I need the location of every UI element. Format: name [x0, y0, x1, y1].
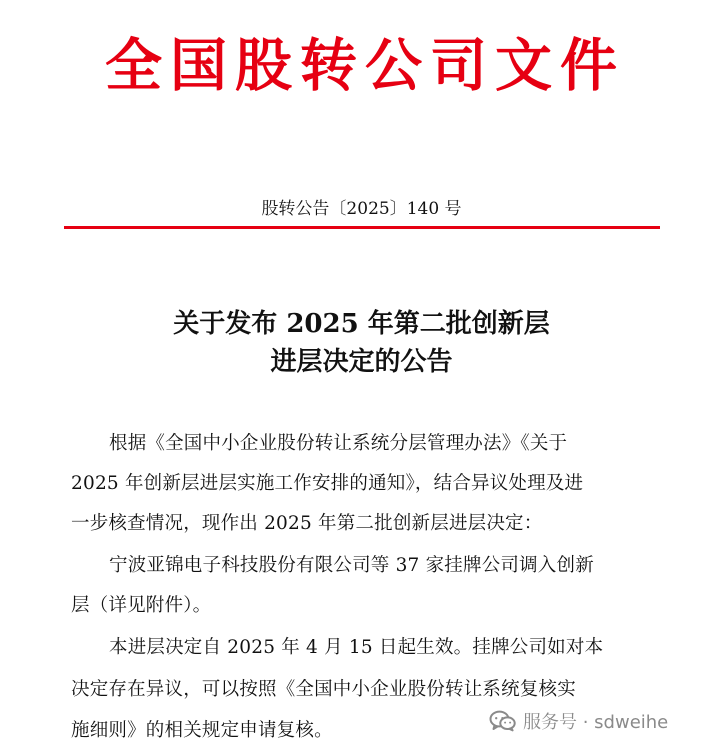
body-text-line: 层（详见附件）。 — [71, 595, 212, 616]
body-text-line: 2025 年创新层进层实施工作安排的通知》，结合异议处理及进 — [71, 473, 584, 494]
body-text-line: 宁波亚锦电子科技股份有限公司等 37 家挂牌公司调入创新 — [109, 555, 594, 576]
announcement-title-line-1: 关于发布 2025 年第二批创新层 — [173, 309, 550, 339]
body-text-line: 一步核查情况，现作出 2025 年第二批创新层进层决定： — [71, 513, 543, 534]
wechat-watermark — [489, 700, 711, 742]
body-text-line: 施细则》的相关规定申请复核。 — [71, 720, 333, 741]
body-text-line: 根据《全国中小企业股份转让系统分层管理办法》《关于 — [109, 433, 568, 454]
body-text-line: 本进层决定自 2025 年 4 月 15 日起生效。挂牌公司如对本 — [109, 637, 604, 658]
document-header-title: 全国股转公司文件 — [105, 32, 625, 99]
red-divider — [64, 226, 660, 229]
watermark-text: 服务号 · sdweihe — [523, 712, 669, 733]
body-text-line: 决定存在异议，可以按照《全国中小企业股份转让系统复核实 — [71, 679, 576, 700]
announcement-title-line-2: 进层决定的公告 — [270, 347, 453, 377]
wechat-icon — [489, 709, 517, 733]
document-number: 股转公告〔2025〕140 号 — [261, 199, 462, 219]
